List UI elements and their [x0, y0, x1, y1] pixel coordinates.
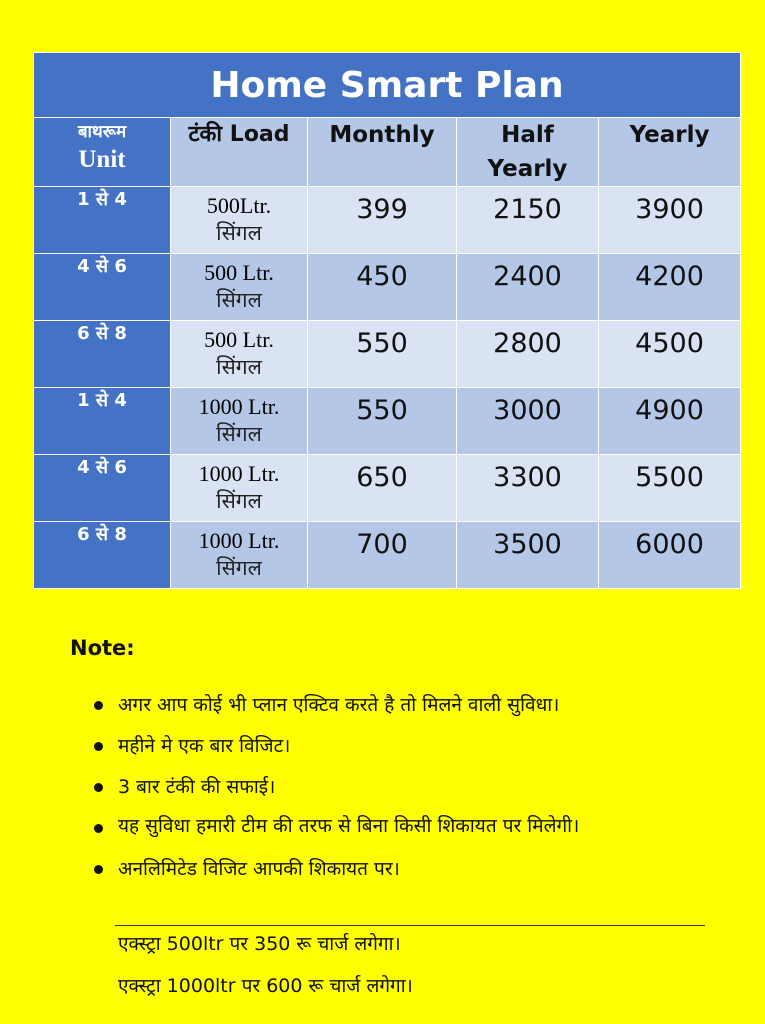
yearly-price: 4200 [635, 261, 704, 292]
row-half-yearly [457, 455, 599, 522]
row-tank-type: सिंगल [216, 489, 262, 513]
row-yearly [599, 254, 741, 321]
bullet-icon [94, 701, 103, 710]
row-tank [171, 321, 308, 388]
row-tank-type: सिंगल [216, 556, 262, 580]
header-monthly: Monthly [308, 118, 457, 187]
table-row [34, 187, 741, 254]
row-tank [171, 254, 308, 321]
table-header-row [34, 118, 741, 187]
row-capacity: 500 Ltr. [204, 260, 274, 285]
row-tank [171, 187, 308, 254]
header-half-yearly-line2: Yearly [487, 156, 568, 182]
half-yearly-price: 3000 [493, 395, 562, 426]
yearly-price: 5500 [635, 462, 704, 493]
monthly-price: 550 [356, 395, 408, 426]
row-unit: 4 से 6 [34, 455, 171, 522]
list-item [88, 729, 718, 763]
note-text: अनलिमिटेड विजिट आपकी शिकायत पर। [118, 858, 400, 880]
list-item [88, 688, 718, 722]
list-item [88, 811, 718, 842]
note-heading: Note: [70, 636, 135, 660]
bullet-icon [94, 742, 103, 751]
row-monthly [308, 522, 457, 589]
row-yearly [599, 187, 741, 254]
half-yearly-price: 2400 [493, 261, 562, 292]
row-tank [171, 455, 308, 522]
row-half-yearly [457, 254, 599, 321]
row-half-yearly [457, 388, 599, 455]
row-capacity: 1000 Ltr. [198, 528, 280, 553]
header-unit [34, 118, 171, 187]
bullet-icon [94, 783, 103, 792]
row-tank-type: सिंगल [216, 221, 262, 245]
yearly-price: 6000 [635, 529, 704, 560]
row-capacity: 500 Ltr. [204, 327, 274, 352]
monthly-price: 450 [356, 261, 408, 292]
row-monthly [308, 254, 457, 321]
row-half-yearly [457, 522, 599, 589]
row-half-yearly [457, 321, 599, 388]
row-monthly [308, 455, 457, 522]
row-tank [171, 388, 308, 455]
divider [115, 925, 705, 926]
monthly-price: 399 [356, 194, 408, 225]
bullet-icon [94, 865, 103, 874]
note-text: 3 बार टंकी की सफाई। [118, 776, 276, 798]
row-monthly [308, 187, 457, 254]
yearly-price: 3900 [635, 194, 704, 225]
note-text: यह सुविधा हमारी टीम की तरफ से बिना किसी शिकायत पर मिलेगी। [118, 815, 580, 837]
table-row [34, 254, 741, 321]
table-row [34, 321, 741, 388]
row-yearly [599, 321, 741, 388]
monthly-price: 650 [356, 462, 408, 493]
header-half-yearly-line1: Half [501, 122, 554, 148]
row-monthly [308, 321, 457, 388]
half-yearly-price: 3500 [493, 529, 562, 560]
note-text: अगर आप कोई भी प्लान एक्टिव करते है तो मिलने वाली सुविधा। [118, 694, 560, 716]
row-tank [171, 522, 308, 589]
row-tank-type: सिंगल [216, 288, 262, 312]
header-yearly: Yearly [599, 118, 741, 187]
yearly-price: 4900 [635, 395, 704, 426]
row-capacity: 1000 Ltr. [198, 394, 280, 419]
header-unit-line1: बाथरूम [77, 122, 127, 142]
row-unit: 6 से 8 [34, 321, 171, 388]
row-tank-type: सिंगल [216, 422, 262, 446]
bullet-icon [94, 824, 103, 833]
list-item [88, 770, 718, 804]
row-yearly [599, 522, 741, 589]
half-yearly-price: 2150 [493, 194, 562, 225]
extra-charge-500: एक्स्ट्रा 500ltr पर 350 रू चार्ज लगेगा। [118, 933, 401, 955]
table-title: Home Smart Plan [34, 53, 741, 118]
row-tank-type: सिंगल [216, 355, 262, 379]
header-tank: टंकी Load [171, 118, 308, 187]
table-row [34, 455, 741, 522]
table-row [34, 522, 741, 589]
monthly-price: 700 [356, 529, 408, 560]
table-row [34, 388, 741, 455]
row-unit: 4 से 6 [34, 254, 171, 321]
monthly-price: 550 [356, 328, 408, 359]
row-half-yearly [457, 187, 599, 254]
list-item [88, 852, 718, 886]
row-unit: 1 से 4 [34, 388, 171, 455]
half-yearly-price: 3300 [493, 462, 562, 493]
extra-charge-1000: एक्स्ट्रा 1000ltr पर 600 रू चार्ज लगेगा। [118, 975, 413, 997]
row-capacity: 500Ltr. [206, 193, 272, 218]
header-unit-line2: Unit [78, 146, 126, 173]
row-unit: 6 से 8 [34, 522, 171, 589]
row-capacity: 1000 Ltr. [198, 461, 280, 486]
plan-table [33, 52, 741, 589]
note-text: महीने मे एक बार विजिट। [118, 735, 291, 757]
note-list [88, 688, 718, 893]
half-yearly-price: 2800 [493, 328, 562, 359]
yearly-price: 4500 [635, 328, 704, 359]
row-yearly [599, 455, 741, 522]
row-yearly [599, 388, 741, 455]
row-monthly [308, 388, 457, 455]
row-unit: 1 से 4 [34, 187, 171, 254]
header-half-yearly [457, 118, 599, 187]
